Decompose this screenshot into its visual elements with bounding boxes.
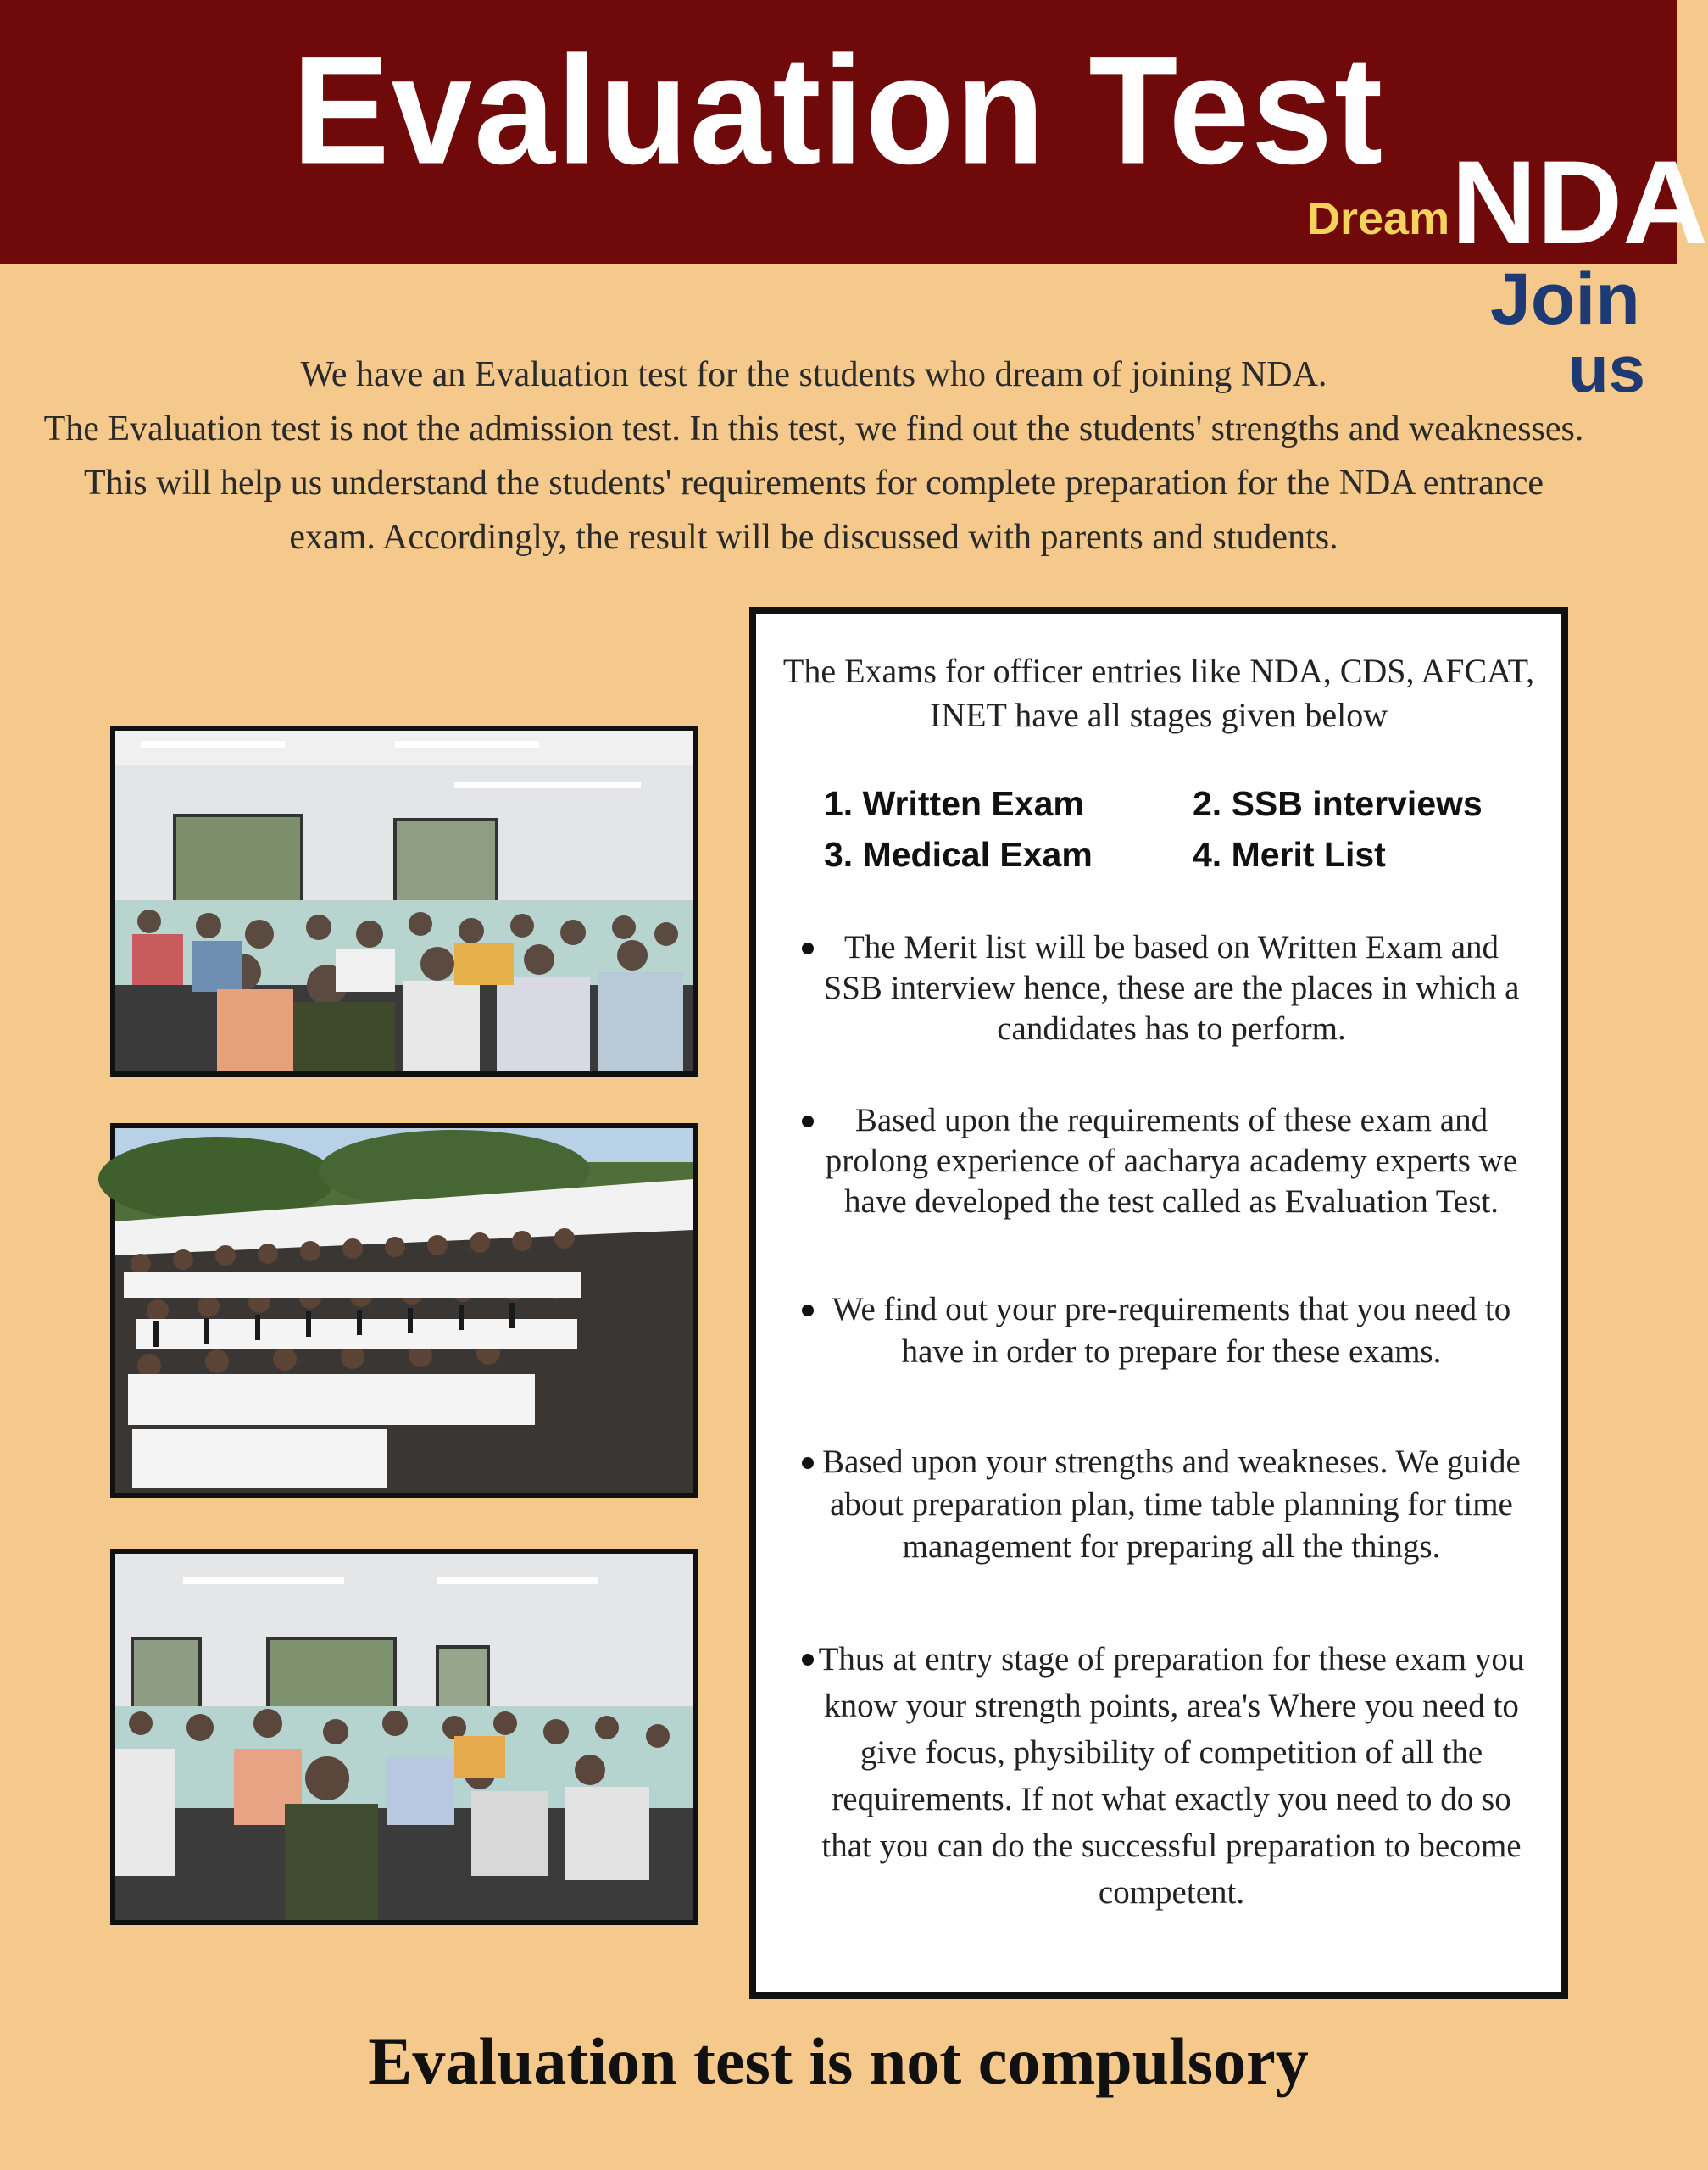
group-photo <box>110 1123 698 1498</box>
classroom-exam-photo <box>110 726 698 1077</box>
bullet-dot <box>802 1305 814 1316</box>
bullet-item <box>815 1100 1527 1222</box>
box-intro: The Exams for officer entries like NDA, CDS, AFCAT, INET have all stages given below <box>782 652 1535 734</box>
bullet-text: We find out your pre-requirements that you need to have in order to prepare for these exams. <box>832 1291 1511 1370</box>
stage-merit-list: 4. Merit List <box>1193 835 1386 874</box>
intro-line: We have an Evaluation test for the students who dream of joining NDA. <box>300 355 1327 394</box>
bullet-item <box>815 1288 1527 1373</box>
tag-join: Join <box>1490 259 1640 340</box>
bullet-item <box>815 927 1527 1049</box>
bullet-dot <box>802 1116 814 1127</box>
classroom-exam-photo-2 <box>110 1549 698 1925</box>
bullet-text: Thus at entry stage of preparation for these exam you know your strength points, area's Where you need to give focus, physibility of competition of all the requirements. If not what exactly you need to do so that you can do the successful preparation to become competent. <box>818 1641 1525 1911</box>
bullet-item <box>815 1441 1527 1568</box>
bullet-item <box>815 1636 1527 1916</box>
page-title: Evaluation Test <box>292 24 1385 197</box>
stage-medical-exam: 3. Medical Exam <box>824 835 1093 874</box>
bullet-text: The Merit list will be based on Written Exam and SSB interview hence, these are the places in which a candidates has to perform. <box>823 929 1520 1047</box>
tag-nda: NDA <box>1451 136 1708 269</box>
bullet-dot <box>802 1654 814 1666</box>
info-box <box>749 607 1568 1999</box>
stage-ssb-interviews: 2. SSB interviews <box>1193 784 1483 823</box>
bullet-dot <box>802 1457 814 1469</box>
bullet-dot <box>802 943 814 954</box>
bullet-text: Based upon the requirements of these exam and prolong experience of aacharya academy experts we have developed the test called as Evaluation Test. <box>825 1102 1518 1220</box>
tag-dream: Dream <box>1307 193 1450 244</box>
stage-written-exam: 1. Written Exam <box>824 784 1084 823</box>
intro-paragraph: The Evaluation test is not the admission test. In this test, we find out the students' strengths and weaknesses. This will help us understand the students' requirements for complete preparation for the NDA entrance exam. Accordingly, the result will be discussed with parents and students. <box>43 409 1584 557</box>
footer-note: Evaluation test is not compulsory <box>368 2024 1309 2098</box>
bullet-text: Based upon your strengths and weakneses. We guide about preparation plan, time table planning for time management for preparing all the things. <box>822 1444 1521 1565</box>
intro-text <box>42 348 1585 565</box>
tag-us: us <box>1568 331 1646 406</box>
